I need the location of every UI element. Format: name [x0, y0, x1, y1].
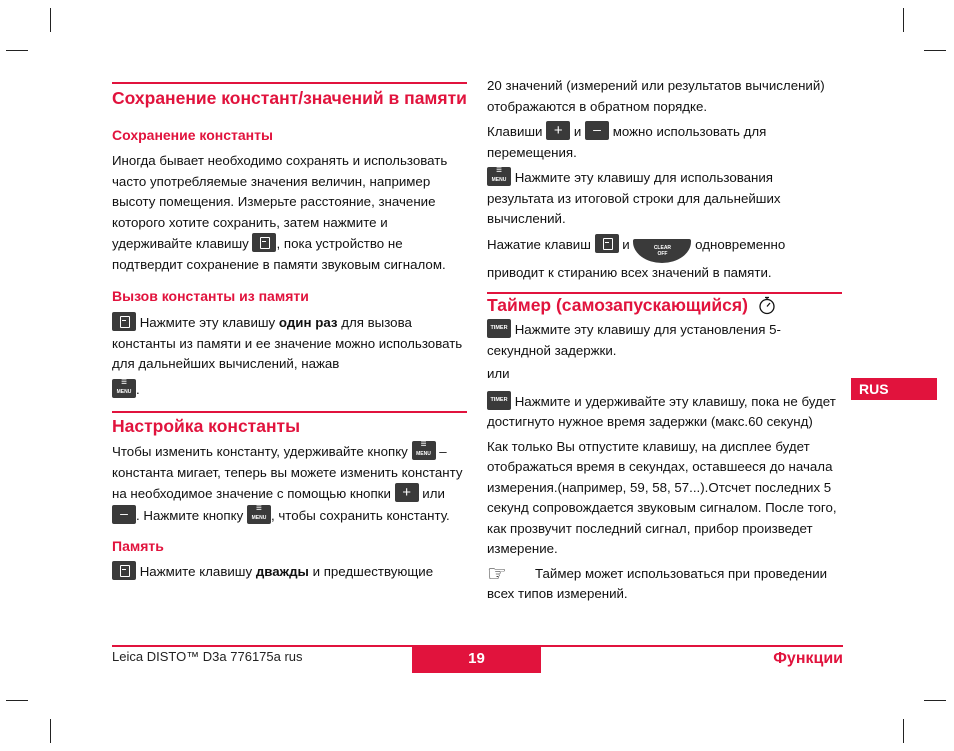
timer-text-1: [487, 319, 842, 361]
language-tab: RUS: [851, 378, 937, 400]
crop-mark: [924, 700, 946, 701]
footer-section-name: Функции: [773, 650, 843, 667]
timer-key-icon: [487, 391, 511, 410]
menu-result-body: Нажмите эту клавишу для использования результата из итоговой строки для дальнейших вычислений.: [487, 170, 781, 226]
timer-text-1-body: Нажмите эту клавишу для установления 5-секундной задержки.: [487, 322, 781, 358]
clear-text-part-2: одновременно приводит к стиранию всех значений в памяти.: [487, 236, 786, 280]
setup-constant-text: [112, 441, 467, 526]
nav-text-part-2: можно использовать для перемещения.: [487, 124, 767, 160]
timer-note-body: Таймер может использоваться при проведении всех типов измерений.: [487, 565, 828, 601]
save-text-part-1: Иногда бывает необходимо сохранять и использовать часто употребляемые значения величин, например высоту помещения. Измерьте расстояние, значение которого хотите сохранить, затем нажмите и удерживайте клавишу: [112, 153, 448, 251]
plus-key-icon: [546, 121, 570, 140]
setup-text-part-4: , чтобы сохранить константу.: [270, 507, 450, 523]
setup-text-part-2: – константа мигает, теперь вы можете изменить константу на необходимое значение с помощью кнопки: [112, 444, 463, 501]
save-key-icon: [112, 312, 136, 331]
menu-key-icon: [112, 379, 136, 398]
nav-and: и: [573, 124, 582, 139]
save-key-icon: [112, 561, 136, 580]
crop-mark: [903, 8, 904, 32]
recall-constant-heading: Вызов константы из памяти: [112, 288, 309, 304]
setup-or: или: [422, 486, 445, 501]
memory-bold-text: дважды: [255, 564, 309, 579]
stopwatch-icon: [757, 295, 777, 315]
crop-mark: [903, 719, 904, 743]
clear-memory-text: [487, 234, 842, 284]
clear-and: и: [622, 236, 630, 252]
memory-text-part-1: Нажмите клавишу: [139, 564, 253, 579]
menu-key-icon: [487, 167, 511, 186]
save-constant-text: [112, 151, 467, 275]
section-rule: [487, 292, 842, 294]
crop-mark: [6, 50, 28, 51]
crop-mark: [924, 50, 946, 51]
save-key-icon: [595, 234, 619, 253]
memory-heading: Память: [112, 538, 164, 554]
save-text-part-2: , пока устройство не подтвердит сохранение в памяти звуковым сигналом.: [112, 236, 446, 272]
left-column: [112, 82, 467, 583]
recall-text-part-1: Нажмите эту клавишу: [139, 315, 276, 330]
save-section-title: Сохранение констант/значений в памяти: [112, 88, 467, 108]
crop-mark: [6, 700, 28, 701]
setup-text-part-1: Чтобы изменить константу, удерживайте кнопку: [112, 444, 408, 459]
setup-section-title: Настройка константы: [112, 416, 301, 436]
clear-off-key-icon: [633, 239, 691, 263]
recall-text-part-2: для вызова константы из памяти и ее значение можно использовать для дальнейших вычислений, нажав: [112, 315, 463, 371]
memory-order-text: 20 значений (измерений или результатов вычислений) отображаются в обратном порядке.: [487, 78, 825, 114]
section-rule: [112, 82, 467, 84]
timer-section-title: [487, 295, 842, 316]
recall-bold-text: один раз: [278, 315, 338, 330]
save-key-icon: [252, 233, 276, 252]
pointing-hand-icon: ☞: [487, 560, 507, 586]
timer-key-icon: [487, 319, 511, 338]
crop-mark: [50, 719, 51, 743]
menu-key-icon: [412, 441, 436, 460]
recall-constant-text: [112, 312, 467, 400]
save-constant-heading: Сохранение константы: [112, 127, 273, 143]
timer-note: [487, 560, 842, 605]
timer-text-3: Как только Вы отпустите клавишу, на дисплее будет отображаться время в секундах, оставшееся до начала измерения.(например, 59, 58, 57...).Отсчет последних 5 секунд сопровождается звуковым сигналом. После того, как прозвучит последний сигнал, прибор произведет измерение.: [487, 438, 837, 556]
menu-result-text: [487, 167, 842, 230]
section-rule: [112, 411, 467, 413]
minus-key-icon: [112, 505, 136, 524]
timer-text-2: [487, 391, 842, 433]
setup-text-part-3: . Нажмите кнопку: [136, 507, 244, 523]
plus-key-icon: [395, 483, 419, 502]
or-text: или: [487, 366, 510, 381]
crop-mark: [50, 8, 51, 32]
timer-text-2-body: Нажмите и удерживайте эту клавишу, пока не будет достигнуто нужное время задержки (макс.60 секунд): [487, 393, 836, 429]
minus-key-icon: [585, 121, 609, 140]
recall-dot: .: [136, 381, 140, 397]
right-column: [487, 76, 842, 605]
nav-text-part-1: Клавиши: [487, 124, 543, 139]
timer-title-text: Таймер (самозапускающийся): [487, 295, 748, 315]
memory-text-part-2: и предшествующие: [312, 564, 434, 579]
clear-key-label: CLEAR: [653, 244, 672, 251]
clear-text-part-1: Нажатие клавиш: [487, 236, 591, 252]
footer-document-id: Leica DISTO™ D3a 776175a rus: [112, 649, 303, 664]
off-key-label: OFF: [657, 250, 668, 257]
navigation-text: [487, 121, 842, 163]
page-number: 19: [412, 647, 541, 673]
page-footer: [112, 645, 843, 675]
menu-key-icon: [247, 505, 271, 524]
memory-text: [112, 561, 467, 583]
